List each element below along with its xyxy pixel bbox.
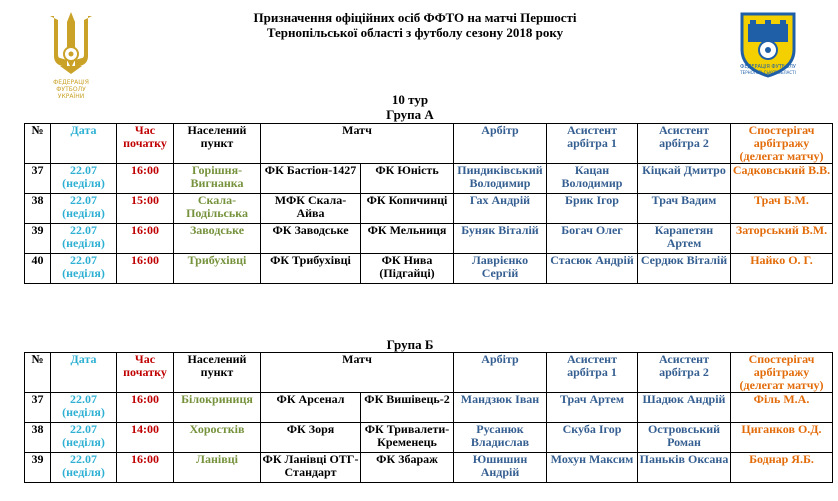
cell-town: Скала-Подільська — [174, 194, 261, 224]
header-num: № — [25, 353, 51, 393]
cell-assistant-2: Шадюк Андрій — [638, 393, 731, 423]
cell-time: 16:00 — [117, 393, 174, 423]
cell-num: 38 — [25, 194, 51, 224]
cell-assistant-1: Трач Артем — [547, 393, 638, 423]
table-row — [25, 224, 833, 254]
table-row — [25, 164, 833, 194]
cell-assistant-2: Трач Вадим — [638, 194, 731, 224]
header-time: Час початку — [117, 124, 174, 164]
cell-away-team: ФК Збараж — [361, 453, 454, 483]
cell-date: 22.07 (неділя) — [51, 393, 117, 423]
group-b-table — [24, 352, 833, 483]
cell-town: Трибухівці — [174, 254, 261, 284]
ffu-logo — [40, 8, 102, 103]
cell-home-team: МФК Скала-Айва — [261, 194, 361, 224]
table-row — [25, 423, 833, 453]
cell-away-team: ФК Вишівець-2 — [361, 393, 454, 423]
cell-time: 16:00 — [117, 254, 174, 284]
cell-assistant-1: Скуба Ігор — [547, 423, 638, 453]
cell-assistant-1: Стасюк Андрій — [547, 254, 638, 284]
cell-referee: Мандзюк Іван — [454, 393, 547, 423]
cell-referee: Пиндиківський Володимир — [454, 164, 547, 194]
svg-text:ФУТБОЛУ: ФУТБОЛУ — [56, 86, 86, 93]
cell-observer: Циганков О.Д. — [731, 423, 833, 453]
cell-time: 16:00 — [117, 453, 174, 483]
cell-town: Горішня-Вигнанка — [174, 164, 261, 194]
cell-home-team: ФК Бастіон-1427 — [261, 164, 361, 194]
table-header-row — [25, 353, 833, 393]
cell-time: 16:00 — [117, 164, 174, 194]
cell-date: 22.07 (неділя) — [51, 453, 117, 483]
group-a-label: Група А — [386, 107, 434, 122]
cell-date: 22.07 (неділя) — [51, 164, 117, 194]
cell-referee: Русанюк Владислав — [454, 423, 547, 453]
cell-assistant-2: Сердюк Віталій — [638, 254, 731, 284]
cell-date: 22.07 (неділя) — [51, 254, 117, 284]
cell-away-team: ФК Мельниця — [361, 224, 454, 254]
ffto-logo — [728, 10, 808, 80]
table-row — [25, 393, 833, 423]
cell-observer: Найко О. Г. — [731, 254, 833, 284]
cell-assistant-1: Мохун Максим — [547, 453, 638, 483]
table-header-row — [25, 124, 833, 164]
title-line-2: Тернопільської області з футболу сезону 2018 року — [266, 25, 564, 40]
cell-away-team: ФК Нива (Підгайці) — [361, 254, 454, 284]
cell-assistant-1: Брик Ігор — [547, 194, 638, 224]
cell-time: 15:00 — [117, 194, 174, 224]
cell-town: Хоростків — [174, 423, 261, 453]
header-date: Дата — [51, 353, 117, 393]
cell-num: 39 — [25, 453, 51, 483]
header-match: Матч — [261, 353, 454, 393]
cell-home-team: ФК Трибухівці — [261, 254, 361, 284]
cell-assistant-2: Паньків Оксана — [638, 453, 731, 483]
header-assistant-2: Асистент арбітра 2 — [638, 353, 731, 393]
cell-town: Ланівці — [174, 453, 261, 483]
cell-referee: Буняк Віталій — [454, 224, 547, 254]
svg-text:ТЕРНОПІЛЬСЬКОЇ ОБЛАСТІ: ТЕРНОПІЛЬСЬКОЇ ОБЛАСТІ — [740, 70, 796, 75]
header-assistant-1: Асистент арбітра 1 — [547, 353, 638, 393]
header-assistant-1: Асистент арбітра 1 — [547, 124, 638, 164]
cell-town: Білокриниця — [174, 393, 261, 423]
cell-observer: Садковський В.В. — [731, 164, 833, 194]
header-match: Матч — [261, 124, 454, 164]
cell-away-team: ФК Тривалети-Кременець — [361, 423, 454, 453]
cell-num: 37 — [25, 393, 51, 423]
table-row — [25, 254, 833, 284]
cell-referee: Лаврієнко Сергій — [454, 254, 547, 284]
cell-date: 22.07 (неділя) — [51, 194, 117, 224]
cell-date: 22.07 (неділя) — [51, 423, 117, 453]
svg-text:УКРАЇНИ: УКРАЇНИ — [57, 93, 85, 100]
header-date: Дата — [51, 124, 117, 164]
cell-num: 37 — [25, 164, 51, 194]
cell-town: Заводське — [174, 224, 261, 254]
cell-num: 40 — [25, 254, 51, 284]
cell-home-team: ФК Заводське — [261, 224, 361, 254]
cell-assistant-2: Кіцкай Дмитро — [638, 164, 731, 194]
document-title — [150, 10, 680, 40]
svg-text:ФЕДЕРАЦІЯ ФУТБОЛУ: ФЕДЕРАЦІЯ ФУТБОЛУ — [740, 64, 796, 70]
cell-time: 16:00 — [117, 224, 174, 254]
cell-date: 22.07 (неділя) — [51, 224, 117, 254]
header-town: Населений пункт — [174, 353, 261, 393]
cell-assistant-2: Островський Роман — [638, 423, 731, 453]
cell-assistant-2: Карапетян Артем — [638, 224, 731, 254]
cell-time: 14:00 — [117, 423, 174, 453]
table-row — [25, 194, 833, 224]
trident-icon — [40, 8, 102, 103]
cell-referee: Юшишин Андрій — [454, 453, 547, 483]
cell-num: 38 — [25, 423, 51, 453]
header-referee: Арбітр — [454, 124, 547, 164]
header-time: Час початку — [117, 353, 174, 393]
cell-observer: Боднар Я.Б. — [731, 453, 833, 483]
cell-away-team: ФК Копичинці — [361, 194, 454, 224]
cell-assistant-1: Кацан Володимир — [547, 164, 638, 194]
header-assistant-2: Асистент арбітра 2 — [638, 124, 731, 164]
group-a-table — [24, 123, 833, 284]
cell-home-team: ФК Арсенал — [261, 393, 361, 423]
cell-num: 39 — [25, 224, 51, 254]
cell-away-team: ФК Юність — [361, 164, 454, 194]
cell-home-team: ФК Зоря — [261, 423, 361, 453]
group-b-label: Група Б — [386, 337, 434, 352]
svg-text:ФЕДЕРАЦІЯ: ФЕДЕРАЦІЯ — [53, 79, 89, 86]
header-observer: Спостерігач арбітражу (делегат матчу) — [731, 353, 833, 393]
cell-observer: Трач Б.М. — [731, 194, 833, 224]
table-row — [25, 453, 833, 483]
cell-observer: Філь М.А. — [731, 393, 833, 423]
header-observer: Спостерігач арбітражу (делегат матчу) — [731, 124, 833, 164]
cell-referee: Гах Андрій — [454, 194, 547, 224]
cell-home-team: ФК Ланівці ОТГ-Стандарт — [261, 453, 361, 483]
cell-observer: Заторський В.М. — [731, 224, 833, 254]
tour-label: 10 тур — [391, 92, 429, 107]
cell-assistant-1: Богач Олег — [547, 224, 638, 254]
ffto-emblem-icon — [728, 10, 808, 80]
header-town: Населений пункт — [174, 124, 261, 164]
header-num: № — [25, 124, 51, 164]
header-referee: Арбітр — [454, 353, 547, 393]
title-line-1: Призначення офіційних осіб ФФТО на матчі Першості — [253, 10, 577, 25]
